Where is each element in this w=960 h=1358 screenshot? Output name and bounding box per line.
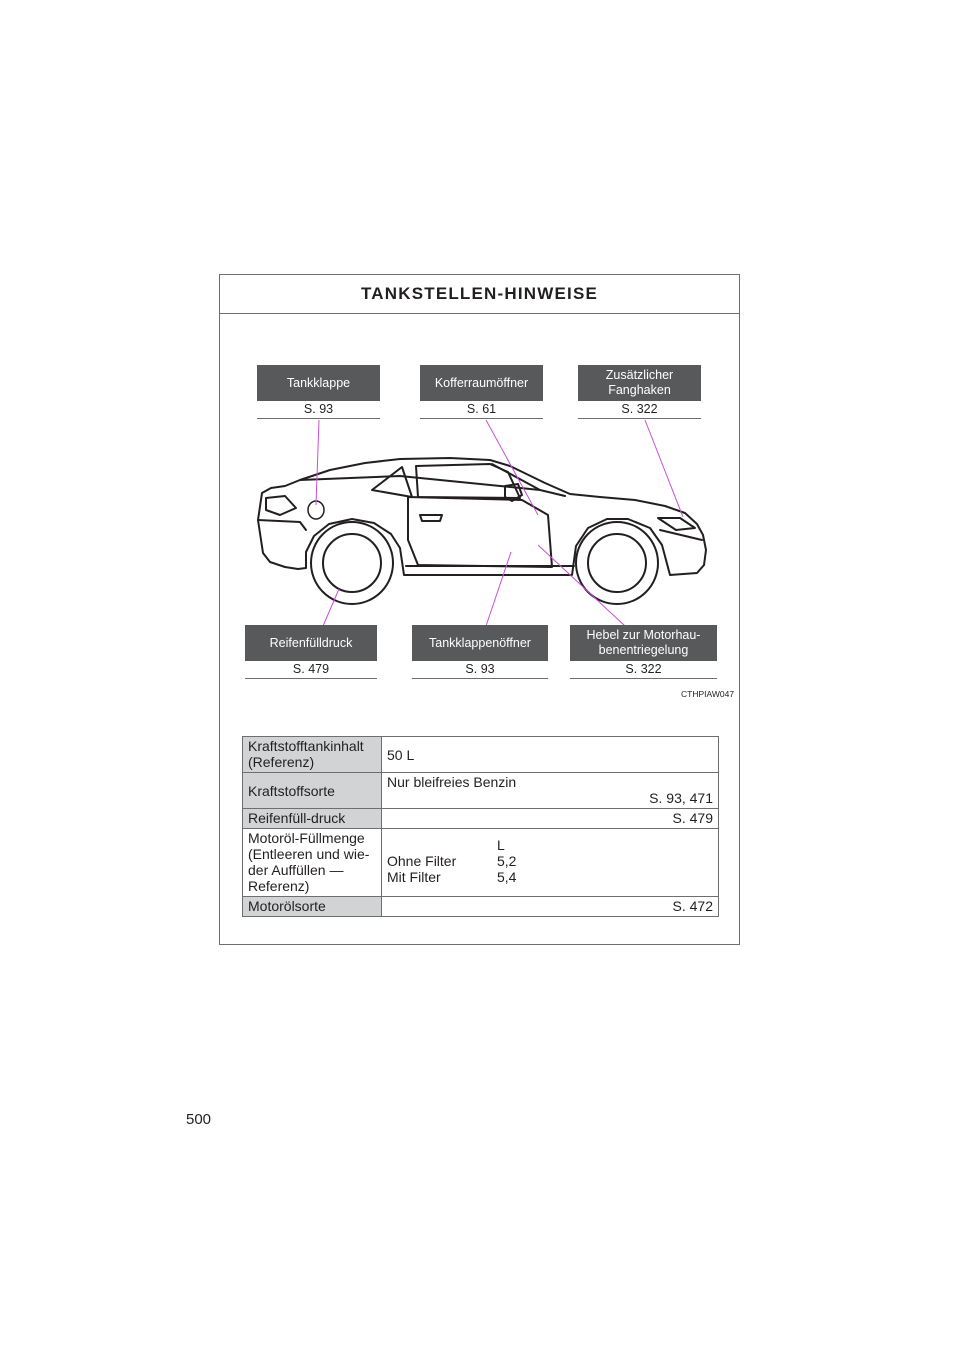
- callout-kofferraum-label: Kofferraumöffner: [420, 365, 543, 401]
- headlight: [658, 518, 695, 530]
- table-row: [243, 809, 719, 829]
- callout-tankoeffner-label: Tankklappenöffner: [412, 625, 548, 661]
- leader-tankoeffner: [486, 552, 511, 626]
- fuel-type: Nur bleifreies Benzin: [387, 774, 517, 790]
- tank-capacity: 50 L: [387, 747, 415, 763]
- callout-reifen-label: Reifenfülldruck: [245, 625, 377, 661]
- row-value: [382, 737, 719, 773]
- callout-fanghaken: [578, 365, 701, 419]
- diagram-code: CTHPIAW047: [681, 689, 735, 699]
- leader-motorhaube: [538, 545, 625, 626]
- front-rim: [588, 534, 646, 592]
- spec-table: [242, 736, 719, 917]
- table-row: [243, 829, 719, 897]
- rear-window: [372, 467, 412, 497]
- callout-kofferraum-ref: S. 61: [420, 401, 543, 419]
- row-label: Motorölsorte: [243, 897, 382, 917]
- callout-tankklappe-label: Tankklappe: [257, 365, 380, 401]
- door-handle: [420, 515, 442, 521]
- page-number: 500: [186, 1111, 212, 1128]
- oil-item-name: Ohne Filter: [387, 853, 457, 869]
- rear-bumper-line: [258, 520, 306, 530]
- table-row: [243, 737, 719, 773]
- callout-fanghaken-label: Zusätzlicher Fanghaken: [578, 365, 701, 401]
- callout-tankklappe-ref: S. 93: [257, 401, 380, 419]
- tire-pressure-ref: S. 479: [382, 809, 719, 829]
- row-label: Kraftstofftankinhalt (Referenz): [243, 737, 382, 773]
- oil-type-ref: S. 472: [382, 897, 719, 917]
- callout-motorhaube: [570, 625, 717, 679]
- leader-tankklappe: [316, 420, 319, 505]
- section-title: TANKSTELLEN-HINWEISE: [220, 275, 739, 314]
- row-label: Reifenfüll-druck: [243, 809, 382, 829]
- callout-motorhaube-label: Hebel zur Motorhau-benentriegelung: [570, 625, 717, 661]
- row-value: [382, 829, 719, 897]
- table-row: [243, 773, 719, 809]
- fuel-type-ref: S. 93, 471: [649, 790, 713, 806]
- oil-item-value: 5,2: [497, 853, 517, 869]
- front-bumper-line: [660, 530, 702, 540]
- oil-unit: L: [497, 837, 505, 853]
- table-row: [243, 897, 719, 917]
- callout-reifen: [245, 625, 377, 679]
- car-body-outline: [258, 458, 706, 575]
- door-outline: [408, 497, 552, 567]
- row-value: [382, 773, 719, 809]
- callout-motorhaube-ref: S. 322: [570, 661, 717, 679]
- windshield-line: [492, 464, 565, 496]
- rear-rim: [323, 534, 381, 592]
- callout-tankoeffner: [412, 625, 548, 679]
- oil-capacity-grid: [387, 837, 713, 885]
- oil-item-name: Mit Filter: [387, 869, 441, 885]
- callout-reifen-ref: S. 479: [245, 661, 377, 679]
- taillight: [266, 496, 296, 515]
- callout-fanghaken-ref: S. 322: [578, 401, 701, 419]
- oil-item-value: 5,4: [497, 869, 517, 885]
- callout-tankoeffner-ref: S. 93: [412, 661, 548, 679]
- row-label: Kraftstoffsorte: [243, 773, 382, 809]
- callout-tankklappe: [257, 365, 380, 419]
- callout-kofferraum: [420, 365, 543, 419]
- row-label: Motoröl-Füllmenge (Entleeren und wie-der Auffüllen — Referenz): [243, 829, 382, 897]
